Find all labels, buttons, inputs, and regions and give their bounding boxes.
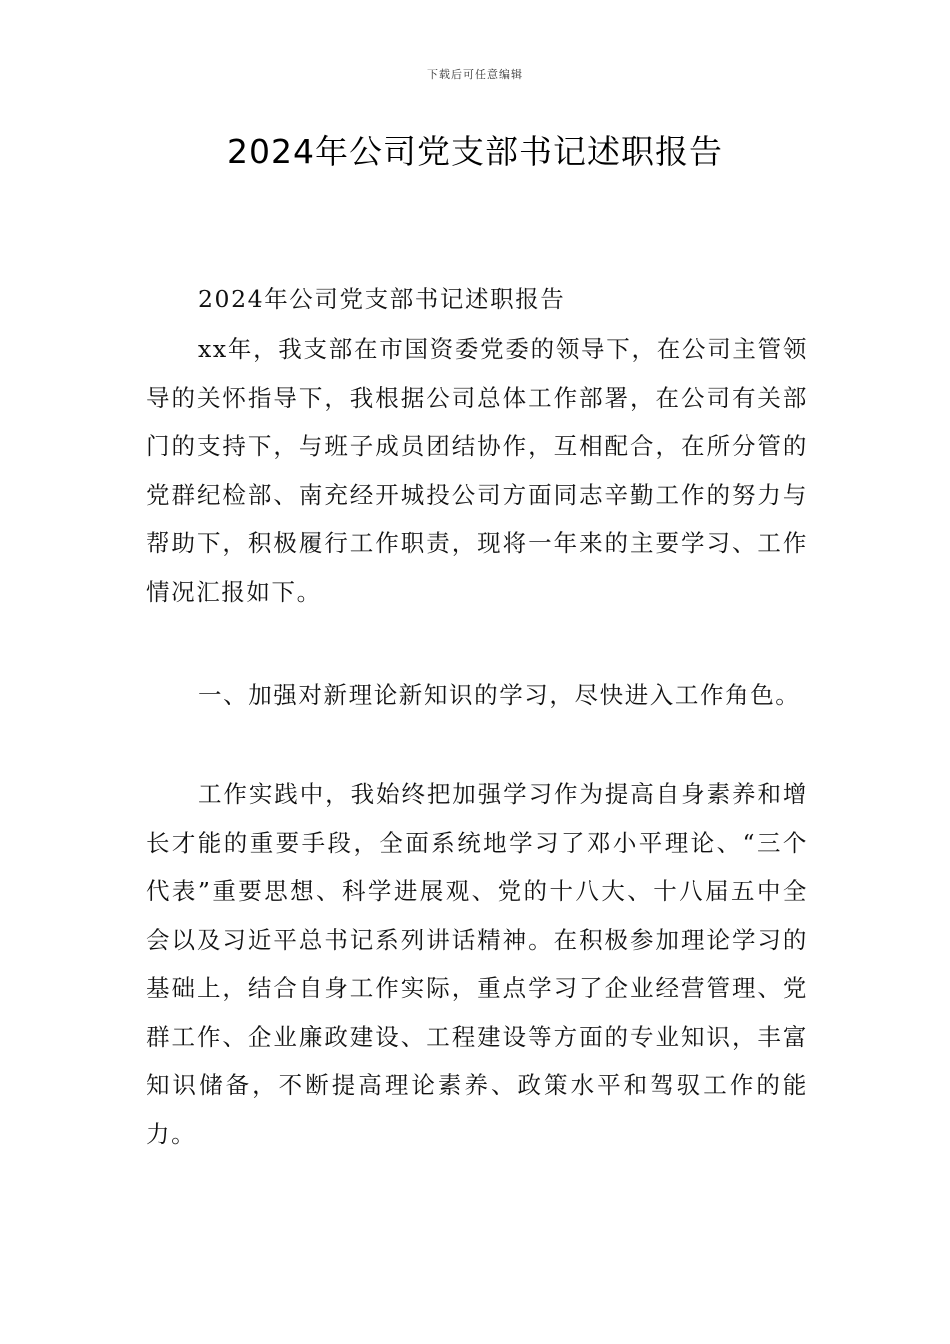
document-subtitle: 2024年公司党支部书记述职报告: [198, 285, 566, 313]
intro-paragraph: xx年，我支部在市国资委党委的领导下，在公司主管领导的关怀指导下，我根据公司总体工作部署，在公司有关部门的支持下，与班子成员团结协作，互相配合，在所分管的党群纪检部、南充经开城投公司方面同志辛勤工作的努力与帮助下，积极履行工作职责，现将一年来的主要学习、工作情况汇报如下。: [146, 335, 808, 606]
section-heading-1: 一、加强对新理论新知识的学习，尽快进入工作角色。: [198, 681, 801, 709]
body-paragraph-2: 工作实践中，我始终把加强学习作为提高自身素养和增长才能的重要手段，全面系统地学习了邓小平理论、“三个代表”重要思想、科学进展观、党的十八大、十八届五中全会以及习近平总书记系列讲话精神。在积极参加理论学习的基础上，结合自身工作实际，重点学习了企业经营管理、党群工作、企业廉政建设、工程建设等方面的专业知识，丰富知识储备，不断提高理论素养、政策水平和驾驭工作的能力。: [146, 780, 808, 1148]
document-title: 2024年公司党支部书记述职报告: [227, 132, 723, 171]
header-note: 下载后可任意编辑: [427, 68, 523, 81]
